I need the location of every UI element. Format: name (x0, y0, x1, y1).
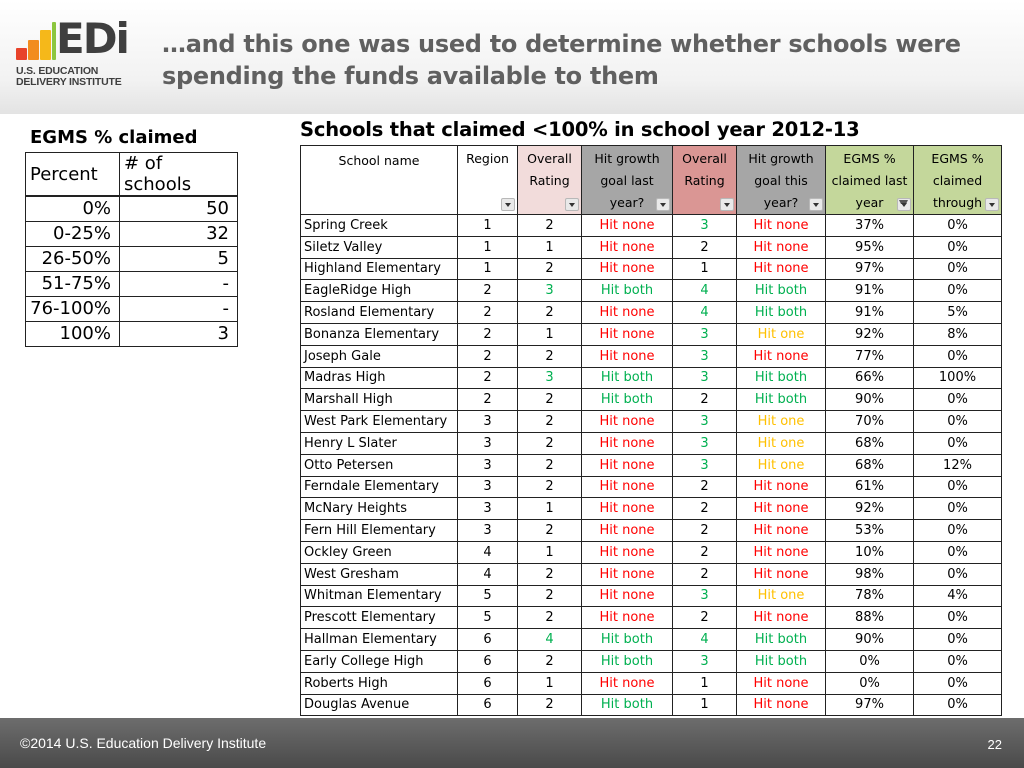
growth-goal-this-cell: Hit both (737, 650, 826, 672)
egms-claimed-through-cell: 0% (914, 607, 1002, 629)
school-name-cell: Highland Elementary (301, 258, 458, 280)
table-row (301, 520, 1002, 542)
overall-rating-last-cell: 1 (518, 672, 582, 694)
region-cell: 2 (458, 345, 518, 367)
table-row (301, 258, 1002, 280)
egms-claimed-last-cell: 78% (826, 585, 914, 607)
table-row (301, 411, 1002, 433)
filter-dropdown-button[interactable] (985, 198, 999, 211)
egms-claimed-through-cell: 0% (914, 432, 1002, 454)
filter-active-icon[interactable] (897, 198, 911, 211)
region-cell: 1 (458, 215, 518, 237)
region-cell: 2 (458, 389, 518, 411)
percent-cell: 51-75% (26, 271, 120, 296)
egms-claimed-through-cell: 0% (914, 215, 1002, 237)
school-name-cell: Siletz Valley (301, 236, 458, 258)
overall-rating-this-cell: 2 (673, 607, 737, 629)
table-row (301, 629, 1002, 651)
egms-claimed-through-cell: 0% (914, 672, 1002, 694)
school-name-cell: Ockley Green (301, 541, 458, 563)
percent-cell: 26-50% (26, 246, 120, 271)
overall-rating-this-cell: 2 (673, 541, 737, 563)
growth-goal-last-cell: Hit none (582, 432, 673, 454)
region-cell: 6 (458, 694, 518, 716)
school-name-cell: Rosland Elementary (301, 302, 458, 324)
overall-rating-last-cell: 2 (518, 258, 582, 280)
egms-claimed-through-cell: 0% (914, 563, 1002, 585)
overall-rating-last-cell: 1 (518, 498, 582, 520)
egms-claimed-last-cell: 92% (826, 323, 914, 345)
school-name-cell: Bonanza Elementary (301, 323, 458, 345)
region-cell: 2 (458, 367, 518, 389)
region-cell: 2 (458, 280, 518, 302)
table-row (26, 196, 238, 221)
egms-claimed-last-cell: 68% (826, 454, 914, 476)
growth-goal-this-cell: Hit one (737, 454, 826, 476)
growth-goal-last-cell: Hit both (582, 389, 673, 411)
region-cell: 3 (458, 454, 518, 476)
egms-claimed-through-cell: 0% (914, 345, 1002, 367)
egms-claimed-last-cell: 66% (826, 367, 914, 389)
overall-rating-this-cell: 1 (673, 694, 737, 716)
growth-goal-this-cell: Hit none (737, 541, 826, 563)
growth-goal-last-cell: Hit none (582, 672, 673, 694)
table-row (301, 280, 1002, 302)
region-cell: 3 (458, 498, 518, 520)
growth-goal-last-cell: Hit none (582, 563, 673, 585)
column-header: Hit growth goal this year? (737, 146, 826, 215)
egms-claimed-through-cell: 0% (914, 629, 1002, 651)
overall-rating-last-cell: 3 (518, 280, 582, 302)
growth-goal-this-cell: Hit both (737, 389, 826, 411)
overall-rating-this-cell: 4 (673, 280, 737, 302)
overall-rating-last-cell: 2 (518, 476, 582, 498)
region-cell: 4 (458, 541, 518, 563)
region-cell: 5 (458, 607, 518, 629)
school-name-cell: Prescott Elementary (301, 607, 458, 629)
growth-goal-last-cell: Hit none (582, 411, 673, 433)
column-header: EGMS % claimed through (914, 146, 1002, 215)
overall-rating-last-cell: 2 (518, 432, 582, 454)
count-cell: 3 (120, 321, 238, 346)
growth-goal-last-cell: Hit both (582, 650, 673, 672)
region-cell: 2 (458, 302, 518, 324)
school-name-cell: Fern Hill Elementary (301, 520, 458, 542)
growth-goal-this-cell: Hit none (737, 520, 826, 542)
overall-rating-this-cell: 3 (673, 432, 737, 454)
table-row (301, 498, 1002, 520)
egms-claimed-last-cell: 95% (826, 236, 914, 258)
overall-rating-last-cell: 1 (518, 236, 582, 258)
growth-goal-last-cell: Hit both (582, 367, 673, 389)
table-row (301, 672, 1002, 694)
column-header: Overall Rating (518, 146, 582, 215)
table-row (301, 541, 1002, 563)
column-header: Region (458, 146, 518, 215)
region-cell: 4 (458, 563, 518, 585)
growth-goal-this-cell: Hit one (737, 411, 826, 433)
region-cell: 3 (458, 411, 518, 433)
growth-goal-this-cell: Hit both (737, 629, 826, 651)
growth-goal-this-cell: Hit none (737, 476, 826, 498)
edi-logo (16, 14, 132, 92)
schools-table (300, 145, 1002, 716)
region-cell: 1 (458, 258, 518, 280)
school-name-cell: Henry L Slater (301, 432, 458, 454)
growth-goal-this-cell: Hit none (737, 236, 826, 258)
table-row (301, 607, 1002, 629)
egms-summary-title: EGMS % claimed (30, 127, 198, 148)
table-row (301, 585, 1002, 607)
count-cell: - (120, 296, 238, 321)
growth-goal-this-cell: Hit one (737, 585, 826, 607)
egms-claimed-through-cell: 5% (914, 302, 1002, 324)
egms-claimed-last-cell: 97% (826, 694, 914, 716)
egms-claimed-last-cell: 92% (826, 498, 914, 520)
egms-claimed-through-cell: 8% (914, 323, 1002, 345)
school-name-cell: Ferndale Elementary (301, 476, 458, 498)
overall-rating-this-cell: 1 (673, 672, 737, 694)
growth-goal-last-cell: Hit none (582, 476, 673, 498)
egms-claimed-last-cell: 61% (826, 476, 914, 498)
school-name-cell: Marshall High (301, 389, 458, 411)
table-row (301, 563, 1002, 585)
egms-summary-table (25, 152, 238, 347)
overall-rating-this-cell: 3 (673, 411, 737, 433)
growth-goal-last-cell: Hit both (582, 694, 673, 716)
table-row (26, 246, 238, 271)
overall-rating-last-cell: 2 (518, 454, 582, 476)
overall-rating-last-cell: 2 (518, 607, 582, 629)
school-name-cell: Madras High (301, 367, 458, 389)
table-row (301, 694, 1002, 716)
overall-rating-this-cell: 2 (673, 498, 737, 520)
table-row (301, 454, 1002, 476)
overall-rating-this-cell: 3 (673, 454, 737, 476)
table-row (26, 271, 238, 296)
region-cell: 2 (458, 323, 518, 345)
school-name-cell: Whitman Elementary (301, 585, 458, 607)
filter-dropdown-button[interactable] (501, 198, 515, 211)
logo-subtitle: U.S. EDUCATION DELIVERY INSTITUTE (16, 65, 122, 88)
overall-rating-this-cell: 2 (673, 236, 737, 258)
overall-rating-last-cell: 2 (518, 650, 582, 672)
overall-rating-last-cell: 2 (518, 302, 582, 324)
egms-claimed-last-cell: 10% (826, 541, 914, 563)
filter-dropdown-button[interactable] (656, 198, 670, 211)
page-number: 22 (987, 737, 1002, 752)
slide-header (0, 0, 1024, 114)
slide-title: …and this one was used to determine whether schools were spending the funds available to them (162, 30, 961, 90)
count-cell: - (120, 271, 238, 296)
region-cell: 3 (458, 432, 518, 454)
egms-claimed-through-cell: 0% (914, 389, 1002, 411)
growth-goal-this-cell: Hit none (737, 215, 826, 237)
egms-claimed-last-cell: 0% (826, 650, 914, 672)
overall-rating-last-cell: 1 (518, 541, 582, 563)
growth-goal-this-cell: Hit none (737, 694, 826, 716)
school-name-cell: Spring Creek (301, 215, 458, 237)
growth-goal-last-cell: Hit none (582, 236, 673, 258)
school-name-cell: EagleRidge High (301, 280, 458, 302)
egms-claimed-through-cell: 0% (914, 694, 1002, 716)
table-row (301, 432, 1002, 454)
overall-rating-this-cell: 3 (673, 650, 737, 672)
count-cell: 50 (120, 196, 238, 221)
column-header: Percent (26, 153, 120, 197)
growth-goal-last-cell: Hit none (582, 215, 673, 237)
egms-claimed-last-cell: 68% (826, 432, 914, 454)
growth-goal-last-cell: Hit both (582, 629, 673, 651)
column-header: School name (301, 146, 458, 215)
overall-rating-this-cell: 3 (673, 367, 737, 389)
egms-claimed-last-cell: 53% (826, 520, 914, 542)
table-row (301, 367, 1002, 389)
filter-dropdown-button[interactable] (809, 198, 823, 211)
egms-claimed-through-cell: 4% (914, 585, 1002, 607)
column-header: # of schools (120, 153, 238, 197)
percent-cell: 100% (26, 321, 120, 346)
count-cell: 32 (120, 221, 238, 246)
schools-table-title: Schools that claimed <100% in school year 2012-13 (300, 118, 860, 141)
egms-claimed-last-cell: 91% (826, 280, 914, 302)
overall-rating-this-cell: 2 (673, 520, 737, 542)
region-cell: 3 (458, 520, 518, 542)
egms-claimed-through-cell: 12% (914, 454, 1002, 476)
school-name-cell: Early College High (301, 650, 458, 672)
growth-goal-this-cell: Hit one (737, 432, 826, 454)
region-cell: 6 (458, 629, 518, 651)
table-row (301, 323, 1002, 345)
school-name-cell: Douglas Avenue (301, 694, 458, 716)
column-header: EGMS % claimed last year (826, 146, 914, 215)
percent-cell: 0% (26, 196, 120, 221)
egms-claimed-last-cell: 37% (826, 215, 914, 237)
egms-claimed-last-cell: 90% (826, 389, 914, 411)
egms-claimed-last-cell: 77% (826, 345, 914, 367)
filter-dropdown-button[interactable] (720, 198, 734, 211)
egms-claimed-last-cell: 91% (826, 302, 914, 324)
overall-rating-last-cell: 2 (518, 563, 582, 585)
egms-claimed-through-cell: 0% (914, 258, 1002, 280)
table-row (301, 345, 1002, 367)
school-name-cell: West Gresham (301, 563, 458, 585)
overall-rating-last-cell: 2 (518, 345, 582, 367)
table-row (301, 389, 1002, 411)
overall-rating-this-cell: 3 (673, 345, 737, 367)
overall-rating-last-cell: 2 (518, 520, 582, 542)
table-row (301, 650, 1002, 672)
overall-rating-last-cell: 4 (518, 629, 582, 651)
table-row (301, 215, 1002, 237)
overall-rating-this-cell: 2 (673, 476, 737, 498)
overall-rating-last-cell: 1 (518, 323, 582, 345)
overall-rating-last-cell: 2 (518, 694, 582, 716)
growth-goal-this-cell: Hit none (737, 498, 826, 520)
overall-rating-this-cell: 3 (673, 323, 737, 345)
growth-goal-last-cell: Hit none (582, 258, 673, 280)
egms-claimed-last-cell: 88% (826, 607, 914, 629)
overall-rating-last-cell: 2 (518, 215, 582, 237)
growth-goal-this-cell: Hit both (737, 302, 826, 324)
growth-goal-last-cell: Hit none (582, 498, 673, 520)
egms-claimed-through-cell: 0% (914, 476, 1002, 498)
growth-goal-last-cell: Hit none (582, 323, 673, 345)
column-header: Overall Rating (673, 146, 737, 215)
egms-claimed-through-cell: 0% (914, 280, 1002, 302)
overall-rating-last-cell: 2 (518, 411, 582, 433)
count-cell: 5 (120, 246, 238, 271)
growth-goal-this-cell: Hit both (737, 280, 826, 302)
overall-rating-this-cell: 1 (673, 258, 737, 280)
table-row (301, 302, 1002, 324)
overall-rating-last-cell: 2 (518, 585, 582, 607)
growth-goal-last-cell: Hit none (582, 345, 673, 367)
growth-goal-this-cell: Hit none (737, 563, 826, 585)
overall-rating-this-cell: 2 (673, 389, 737, 411)
growth-goal-last-cell: Hit both (582, 280, 673, 302)
growth-goal-this-cell: Hit none (737, 607, 826, 629)
growth-goal-last-cell: Hit none (582, 520, 673, 542)
school-name-cell: Roberts High (301, 672, 458, 694)
logo-text: EDi (56, 14, 128, 63)
egms-claimed-through-cell: 0% (914, 498, 1002, 520)
growth-goal-this-cell: Hit none (737, 258, 826, 280)
growth-goal-last-cell: Hit none (582, 585, 673, 607)
overall-rating-this-cell: 2 (673, 563, 737, 585)
table-row (26, 221, 238, 246)
egms-claimed-through-cell: 0% (914, 411, 1002, 433)
egms-claimed-through-cell: 100% (914, 367, 1002, 389)
overall-rating-this-cell: 3 (673, 215, 737, 237)
egms-claimed-last-cell: 70% (826, 411, 914, 433)
percent-cell: 0-25% (26, 221, 120, 246)
region-cell: 1 (458, 236, 518, 258)
growth-goal-this-cell: Hit one (737, 323, 826, 345)
growth-goal-this-cell: Hit both (737, 367, 826, 389)
filter-dropdown-button[interactable] (565, 198, 579, 211)
overall-rating-last-cell: 2 (518, 389, 582, 411)
region-cell: 6 (458, 650, 518, 672)
egms-claimed-last-cell: 0% (826, 672, 914, 694)
copyright-text: ©2014 U.S. Education Delivery Institute (20, 735, 267, 751)
school-name-cell: McNary Heights (301, 498, 458, 520)
egms-claimed-through-cell: 0% (914, 650, 1002, 672)
table-row (26, 321, 238, 346)
growth-goal-this-cell: Hit none (737, 672, 826, 694)
overall-rating-this-cell: 3 (673, 585, 737, 607)
egms-claimed-last-cell: 97% (826, 258, 914, 280)
percent-cell: 76-100% (26, 296, 120, 321)
table-row (26, 296, 238, 321)
egms-claimed-through-cell: 0% (914, 236, 1002, 258)
growth-goal-last-cell: Hit none (582, 541, 673, 563)
growth-goal-last-cell: Hit none (582, 454, 673, 476)
growth-goal-last-cell: Hit none (582, 607, 673, 629)
region-cell: 6 (458, 672, 518, 694)
school-name-cell: Hallman Elementary (301, 629, 458, 651)
egms-claimed-last-cell: 90% (826, 629, 914, 651)
school-name-cell: Otto Petersen (301, 454, 458, 476)
slide-footer (0, 718, 1024, 768)
egms-claimed-through-cell: 0% (914, 520, 1002, 542)
egms-claimed-through-cell: 0% (914, 541, 1002, 563)
overall-rating-last-cell: 3 (518, 367, 582, 389)
overall-rating-this-cell: 4 (673, 302, 737, 324)
region-cell: 3 (458, 476, 518, 498)
overall-rating-this-cell: 4 (673, 629, 737, 651)
column-header: Hit growth goal last year? (582, 146, 673, 215)
growth-goal-last-cell: Hit none (582, 302, 673, 324)
table-row (301, 236, 1002, 258)
growth-goal-this-cell: Hit none (737, 345, 826, 367)
egms-claimed-last-cell: 98% (826, 563, 914, 585)
school-name-cell: West Park Elementary (301, 411, 458, 433)
school-name-cell: Joseph Gale (301, 345, 458, 367)
table-row (301, 476, 1002, 498)
region-cell: 5 (458, 585, 518, 607)
